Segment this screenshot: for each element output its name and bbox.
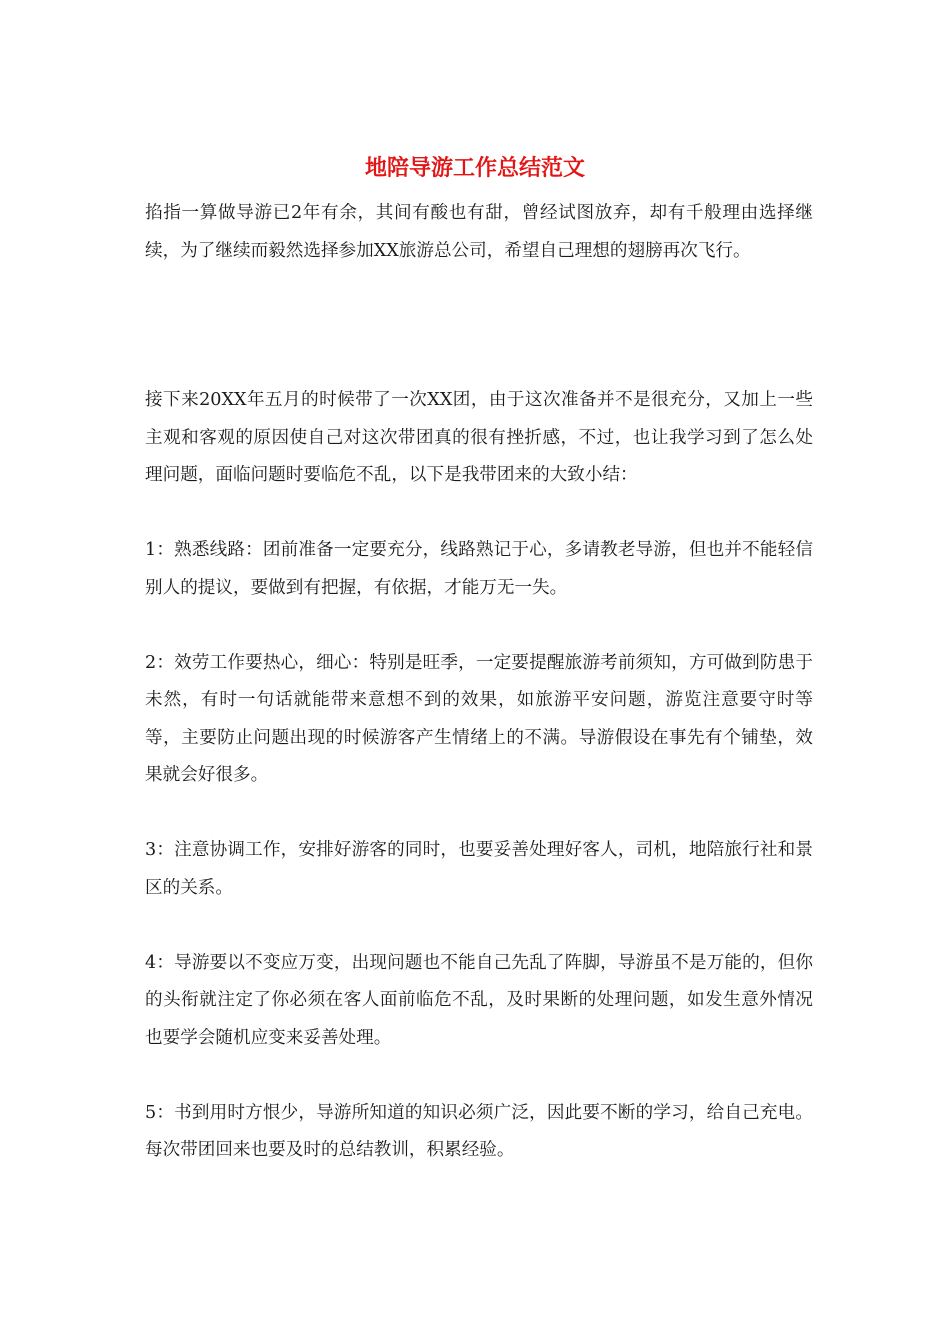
document-body — [145, 195, 813, 1170]
paragraph-point-1: 1：熟悉线路：团前准备一定要充分，线路熟记于心，多请教老导游，但也并不能轻信别人的提议，要做到有把握，有依据，才能万无一失。 — [145, 540, 813, 598]
paragraph-point-5: 5：书到用时方恨少，导游所知道的知识必须广泛，因此要不断的学习，给自己充电。每次带团回来也要及时的总结教训，积累经验。 — [145, 1102, 813, 1160]
paragraph-point-4: 4：导游要以不变应万变，出现问题也不能自己先乱了阵脚，导游虽不是万能的，但你的头衔就注定了你必须在客人面前临危不乱，及时果断的处理问题，如发生意外情况也要学会随机应变来妥善处理。 — [145, 952, 813, 1048]
paragraph-point-3: 3：注意协调工作，安排好游客的同时，也要妥善处理好客人，司机，地陪旅行社和景区的关系。 — [145, 840, 813, 898]
paragraph-intro: 掐指一算做导游已2年有余，其间有酸也有甜，曾经试图放弃，却有千般理由选择继续，为了继续而毅然选择参加XX旅游总公司，希望自己理想的翅膀再次飞行。 — [145, 203, 813, 261]
paragraph-point-2: 2：效劳工作要热心，细心：特别是旺季，一定要提醒旅游考前须知，方可做到防患于未然，有时一句话就能带来意想不到的效果，如旅游平安问题，游览注意要守时等等，主要防止问题出现的时候游客产生情绪上的不满。导游假设在事先有个铺垫，效果就会好很多。 — [145, 652, 813, 785]
paragraph-background: 接下来20XX年五月的时候带了一次XX团，由于这次准备并不是很充分，又加上一些主观和客观的原因使自己对这次带团真的很有挫折感，不过，也让我学习到了怎么处理问题，面临问题时要临危不乱，以下是我带团来的大致小结： — [145, 390, 813, 485]
document-title: 地陪导游工作总结范文 — [364, 155, 585, 181]
